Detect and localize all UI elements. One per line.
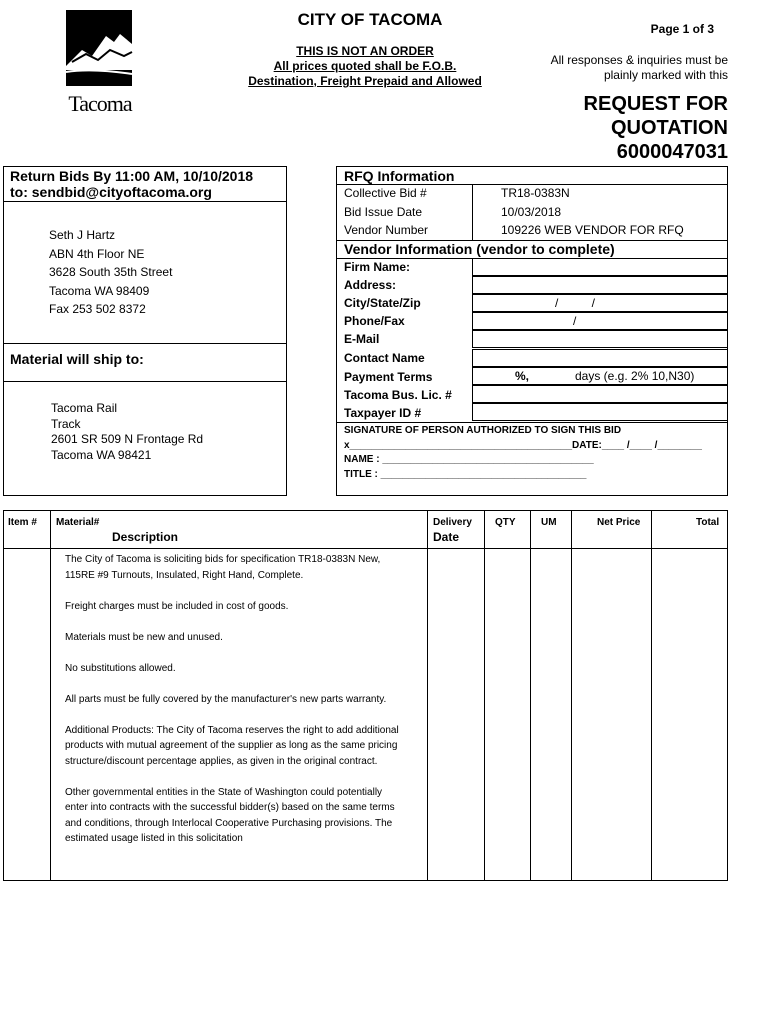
- column-divider: [571, 510, 572, 881]
- col-total: Total: [696, 517, 720, 528]
- bid-issue-date-value: 10/03/2018: [501, 205, 562, 219]
- signature-line[interactable]: x________________________________________DATE:____ /____ /________: [344, 440, 702, 451]
- business-license-field[interactable]: [472, 385, 728, 403]
- column-divider: [484, 510, 485, 881]
- taxpayer-id-label: Taxpayer ID #: [344, 406, 422, 420]
- phone-fax-field[interactable]: [472, 312, 728, 330]
- logo-text: Tacoma: [68, 91, 132, 116]
- divider: [336, 422, 728, 423]
- notice-line: All prices quoted shall be F.O.B.: [273, 59, 457, 73]
- signer-name-line[interactable]: NAME : ______________________________________: [344, 454, 594, 465]
- contact-name-label: Contact Name: [344, 351, 425, 365]
- collective-bid-label: Collective Bid #: [344, 186, 427, 200]
- col-net-price: Net Price: [597, 517, 641, 528]
- rfq-heading-line: QUOTATION: [610, 117, 728, 139]
- contact-line: ABN 4th Floor NE: [49, 246, 145, 261]
- responses-note: [500, 53, 728, 83]
- table-header-divider: [3, 548, 728, 549]
- collective-bid-value: TR18-0383N: [501, 186, 570, 200]
- col-description: Description: [112, 530, 179, 544]
- order-notice: [220, 44, 510, 89]
- city-title: CITY OF TACOMA: [297, 10, 443, 29]
- divider: [472, 184, 473, 240]
- ship-to-title: Material will ship to:: [10, 351, 144, 367]
- address-line: 2601 SR 509 N Frontage Rd: [51, 432, 204, 446]
- contact-line: 3628 South 35th Street: [49, 265, 173, 280]
- vendor-number-value: 109226 WEB VENDOR FOR RFQ: [501, 223, 684, 237]
- description-paragraph: Additional Products: The City of Tacoma reserves the right to add additional products with mutual agreement of the supplier as long as the same pricing structure/discount percentage applies, as given in the original contract.: [65, 724, 399, 767]
- col-qty: QTY: [495, 517, 516, 528]
- rfq-heading: [520, 92, 728, 164]
- responses-line: plainly marked with this: [603, 68, 728, 82]
- responses-line: All responses & inquiries must be: [550, 53, 728, 67]
- address-line: Track: [51, 416, 81, 431]
- notice-line: THIS IS NOT AN ORDER: [296, 44, 434, 58]
- column-divider: [50, 510, 51, 881]
- col-delivery: Delivery: [433, 517, 472, 528]
- email-label: E-Mail: [344, 332, 380, 346]
- mountain-logo-icon: [62, 10, 138, 88]
- rfq-info-title: RFQ Information: [344, 168, 455, 184]
- return-bids-title: [10, 168, 280, 200]
- buyer-contact: [49, 226, 172, 319]
- return-email: to: sendbid@cityoftacoma.org: [10, 184, 212, 200]
- contact-name-field[interactable]: [472, 349, 728, 367]
- payment-terms-label: Payment Terms: [344, 370, 433, 384]
- bid-issue-date-label: Bid Issue Date: [344, 205, 423, 219]
- description-paragraph: All parts must be fully covered by the manufacturer's new parts warranty.: [65, 693, 387, 705]
- divider: [3, 381, 287, 382]
- signer-title-line[interactable]: TITLE : _____________________________________: [344, 469, 587, 480]
- column-divider: [530, 510, 531, 881]
- col-um: UM: [541, 517, 557, 528]
- address-line: Tacoma WA 98421: [51, 447, 152, 462]
- email-field[interactable]: [472, 330, 728, 348]
- contact-line: Tacoma WA 98409: [49, 283, 150, 298]
- firm-name-field[interactable]: [472, 258, 728, 276]
- description-paragraph: Freight charges must be included in cost of goods.: [65, 600, 289, 612]
- city-state-zip-field[interactable]: [472, 294, 728, 312]
- column-divider: [651, 510, 652, 881]
- business-license-label: Tacoma Bus. Lic. #: [344, 388, 452, 402]
- col-item: Item #: [8, 517, 37, 528]
- address-label: Address:: [344, 278, 397, 292]
- description-paragraph: The City of Tacoma is soliciting bids for specification TR18-0383N New, 115RE #9 Turnouts, Insulated, Right Hand, Complete.: [65, 554, 381, 581]
- payment-hint: days (e.g. 2% 10,N30): [575, 369, 695, 383]
- divider: [3, 201, 287, 202]
- phone-fax-separator: /: [573, 314, 577, 328]
- contact-line: Fax 253 502 8372: [49, 302, 146, 317]
- signature-title: SIGNATURE OF PERSON AUTHORIZED TO SIGN THIS BID: [344, 425, 622, 436]
- divider: [336, 184, 728, 185]
- description-paragraph: No substitutions allowed.: [65, 662, 176, 674]
- return-deadline: Return Bids By 11:00 AM, 10/10/2018: [10, 168, 254, 184]
- address-field[interactable]: [472, 276, 728, 294]
- taxpayer-id-field[interactable]: [472, 403, 728, 421]
- rfq-number: 6000047031: [616, 141, 728, 163]
- phone-fax-label: Phone/Fax: [344, 314, 405, 328]
- firm-name-label: Firm Name:: [344, 260, 411, 274]
- ship-to-address: [51, 401, 203, 463]
- notice-line: Destination, Freight Prepaid and Allowed: [248, 74, 482, 88]
- description-paragraph: Other governmental entities in the State of Washington could potentially enter into contracts with the successful bidder(s) based on the same terms and conditions, through Interlocal Cooperative Purchasing provisions. The estimated usage listed in this solicitation: [65, 786, 395, 844]
- vendor-info-title: Vendor Information (vendor to complete): [344, 241, 615, 257]
- city-state-zip-label: City/State/Zip: [344, 296, 421, 310]
- column-divider: [427, 510, 428, 881]
- col-material: Material#: [56, 517, 100, 528]
- address-line: Tacoma Rail: [51, 401, 118, 415]
- payment-terms-field[interactable]: [472, 367, 728, 385]
- rfq-heading-line: REQUEST FOR: [583, 93, 728, 115]
- description-paragraph: Materials must be new and unused.: [65, 631, 223, 643]
- page-number: Page 1 of 3: [650, 22, 714, 36]
- city-state-zip-separators: / /: [555, 296, 596, 310]
- contact-line: Seth J Hartz: [49, 228, 116, 242]
- item-description: [65, 552, 405, 862]
- payment-percent: %,: [515, 369, 530, 383]
- vendor-number-label: Vendor Number: [344, 223, 429, 237]
- col-date: Date: [433, 530, 460, 544]
- city-logo: [62, 10, 138, 114]
